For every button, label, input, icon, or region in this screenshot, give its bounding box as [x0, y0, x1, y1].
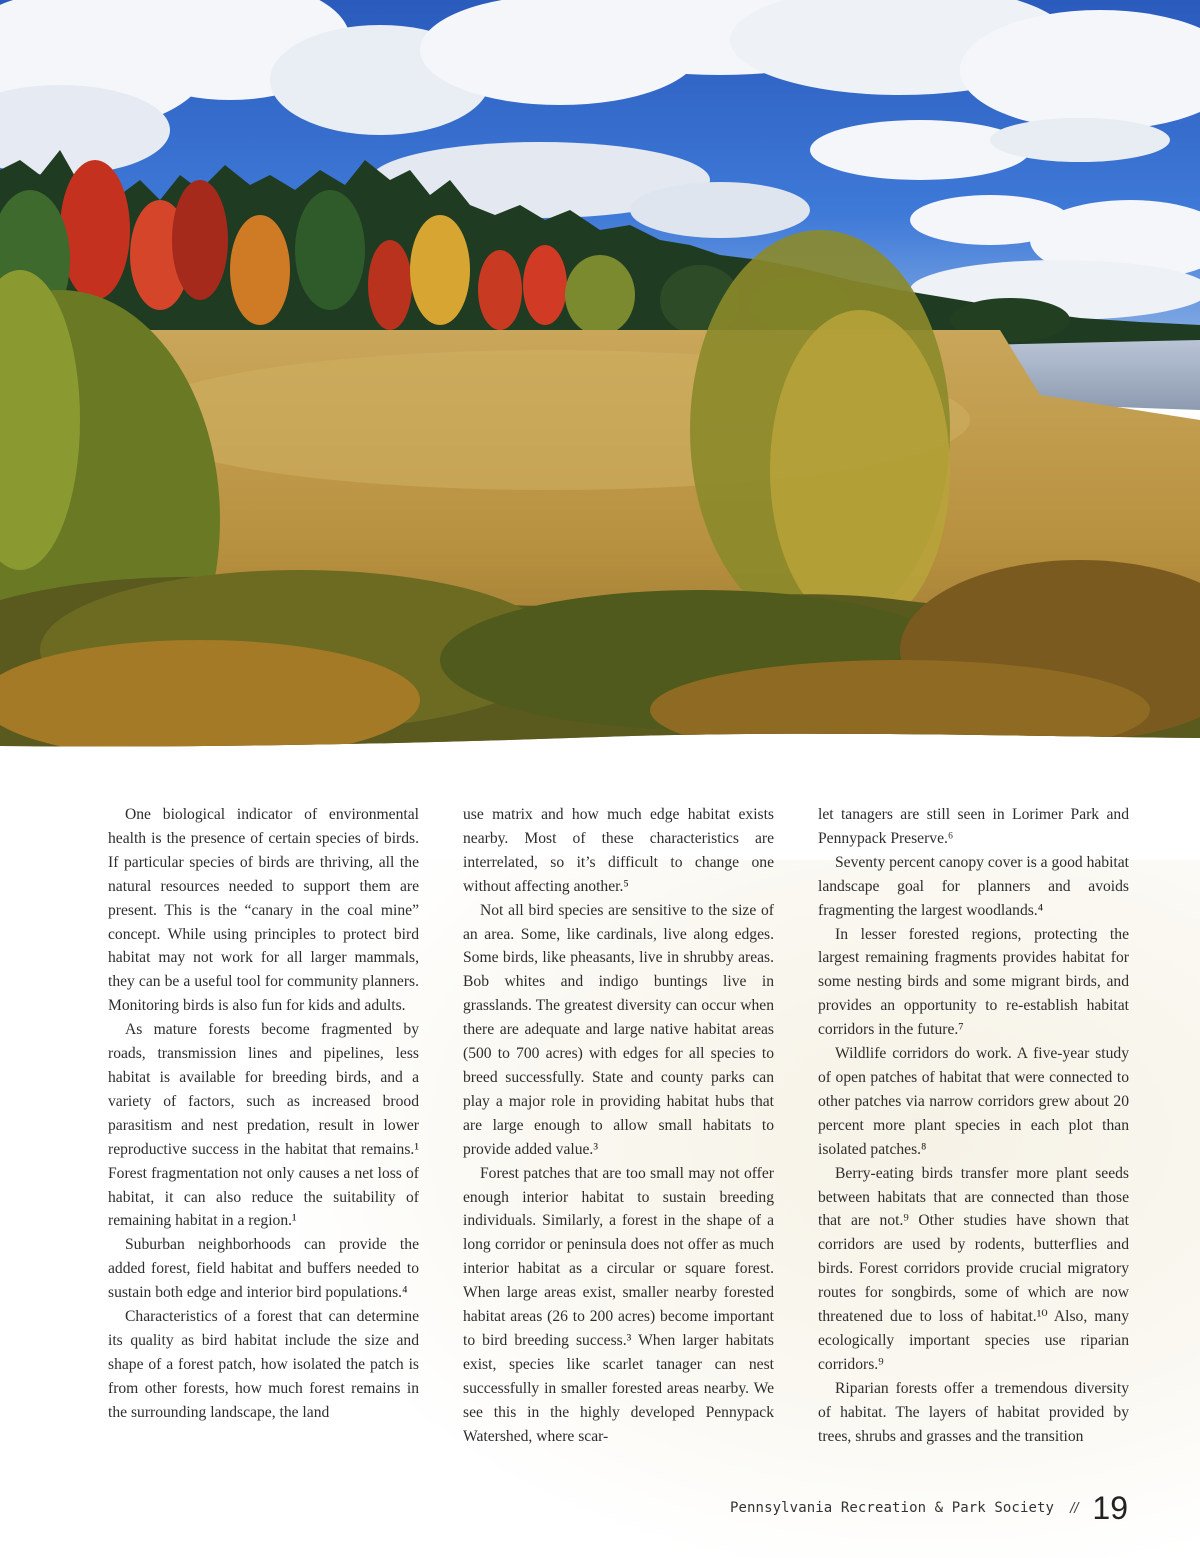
paragraph: Wildlife corridors do work. A five-year study of open patches of habitat that were connected to other patches via narrow corridors grew about 20 percent more plant species in each plot than isolated patches.⁸ — [818, 1045, 1129, 1158]
paragraph: use matrix and how much edge habitat exists nearby. Most of these characteristics are interrelated, so it’s difficult to change one without affecting another.⁵ — [463, 806, 774, 895]
paragraph: Characteristics of a forest that can determine its quality as bird habitat include the size and shape of a forest patch, how isolated the patch is from other forests, how much forest remains in the surrounding landscape, the land — [108, 1308, 419, 1421]
paragraph: let tanagers are still seen in Lorimer Park and Pennypack Preserve.⁶ — [818, 806, 1129, 847]
paragraph: Berry-eating birds transfer more plant seeds between habitats that are connected than those that are not.⁹ Other studies have shown that corridors are used by rodents, butterflies and birds. Forest corridors provide crucial migratory routes for songbirds, some of which are now threatened due to loss of habitat.¹⁰ Also, many ecologically important species use riparian corridors.⁹ — [818, 1164, 1129, 1373]
text-column-3 — [818, 803, 1129, 1453]
hero-photo — [0, 0, 1200, 760]
footer-separator: // — [1070, 1499, 1079, 1517]
organization-name: Pennsylvania Recreation & Park Society — [729, 1500, 1055, 1516]
page-footer — [730, 1488, 1128, 1528]
landscape-photo-icon — [0, 0, 1200, 760]
paragraph: Suburban neighborhoods can provide the added forest, field habitat and buffers needed to sustain both edge and interior bird populations.⁴ — [108, 1236, 419, 1302]
paragraph: Not all bird species are sensitive to the size of an area. Some, like cardinals, live along edges. Some birds, like pheasants, live in shrubby areas. Bob whites and indigo buntings live in grasslands. The greatest diversity can occur when there are adequate and large native habitat areas (500 to 700 acres) with edges for all species to breed successfully. State and county parks can play a major role in providing habitat hubs that are large enough to allow small habitats to provide added value.³ — [463, 901, 774, 1158]
paragraph: Seventy percent canopy cover is a good habitat landscape goal for planners and avoids fragmenting the largest woodlands.⁴ — [818, 853, 1130, 919]
paragraph: One biological indicator of environmental health is the presence of certain species of birds. If particular species of birds are thriving, all the natural resources needed to support them are present. This is the “canary in the coal mine” concept. While using principles to protect bird habitat may not work for all larger mammals, they can be a useful tool for community planners. Monitoring birds is also fun for kids and adults. — [108, 806, 419, 1015]
paragraph: Forest patches that are too small may not offer enough interior habitat to sustain breeding individuals. Similarly, a forest in the shape of a long corridor or peninsula does not offer as much interior habitat as a circular or square forest. When large areas exist, smaller nearby forested habitat areas (26 to 200 acres) become important to bird breeding success.³ When larger habitats exist, species like scarlet tanager can nest successfully in smaller forested areas nearby. We see this in the highly developed Pennypack Watershed, where scar- — [463, 1164, 774, 1445]
paragraph: In lesser forested regions, protecting the largest remaining fragments provides habitat for some nesting birds and some migrant birds, and provides an opportunity to re-establish habitat corridors in the future.⁷ — [818, 925, 1129, 1039]
text-column-2 — [463, 803, 774, 1453]
text-column-1 — [108, 803, 419, 1453]
paragraph: As mature forests become fragmented by roads, transmission lines and pipelines, less habitat is available for breeding birds, and a variety of factors, such as increased brood parasitism and nest predation, result in lower reproductive success in the habitat that remains.¹ Forest fragmentation not only causes a net loss of habitat, it can also reduce the suitability of remaining habitat in a region.¹ — [108, 1021, 419, 1230]
paragraph: Riparian forests offer a tremendous diversity of habitat. The layers of habitat provided by trees, shrubs and grasses and the transition — [818, 1379, 1129, 1445]
article-body — [108, 803, 1129, 1453]
page-number: 19 — [1092, 1490, 1128, 1526]
